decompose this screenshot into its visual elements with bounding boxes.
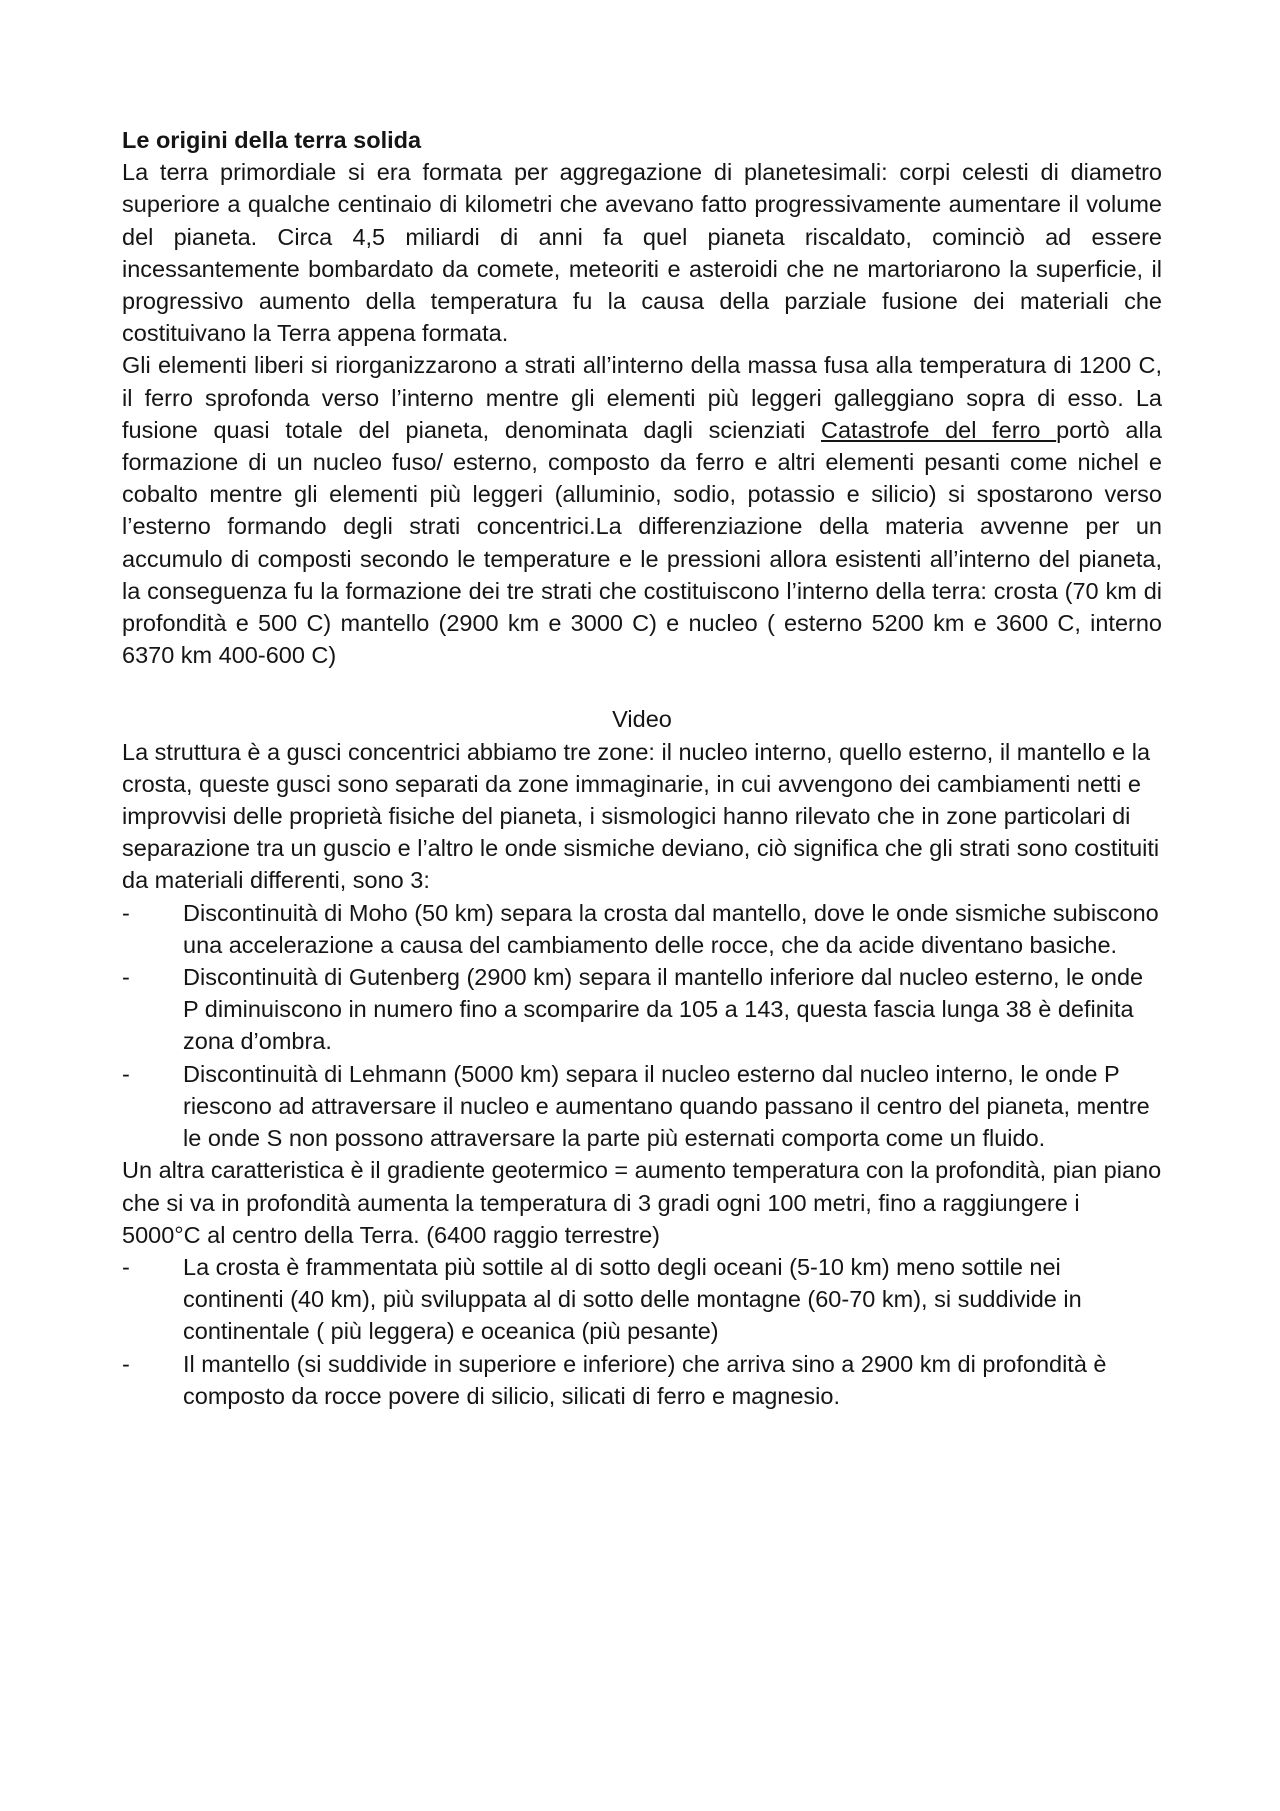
- document-page: [122, 124, 1162, 1412]
- list-item-mantello: [122, 1348, 1162, 1412]
- list-item-text: Il mantello (si suddivide in superiore e inferiore) che arriva sino a 2900 km di profondità è composto da rocce povere di silicio, silicati di ferro e magnesio.: [183, 1350, 1107, 1409]
- paragraph-differentiation-text-before: Gli elementi liberi si riorganizzarono a strati all’interno della massa fusa alla temperatura di 1200 C, il ferro sprofonda verso l’interno mentre gli elementi più leggeri galleggiano sopra di esso. La fusione quasi totale del pianeta, denominata dagli scienziati: [122, 352, 1162, 443]
- discontinuities-list: [122, 897, 1162, 1155]
- document-title: Le origini della terra solida: [122, 127, 422, 153]
- paragraph-differentiation-text-after: portò alla formazione di un nucleo fuso/ esterno, composto da ferro e altri elementi pesanti come nichel e cobalto mentre gli elementi più leggeri (alluminio, sodio, potassio e silicio) si spostarono verso l’esterno formando degli strati concentrici.La differenziazione della materia avvenne per un accumulo di composti secondo le temperature e le pressioni allora esistenti all’interno del pianeta, la conseguenza fu la formazione dei tre strati che costituiscono l’interno della terra: crosta (70 km di profondità e 500 C) mantello (2900 km e 3000 C) e nucleo ( esterno 5200 km e 3600 C, interno 6370 km 400-600 C): [122, 416, 1162, 669]
- list-item-moho: [122, 897, 1162, 961]
- list-item-text: La crosta è frammentata più sottile al di sotto degli oceani (5-10 km) meno sottile nei continenti (40 km), più sviluppata al di sotto delle montagne (60-70 km), si suddivide in continentale ( più leggera) e oceanica (più pesante): [183, 1253, 1082, 1345]
- list-dash: -: [122, 899, 130, 926]
- list-dash: -: [122, 1060, 130, 1087]
- catastrofe-del-ferro-underlined: Catastrofe del ferro: [821, 416, 1057, 443]
- list-item-text: Discontinuità di Moho (50 km) separa la crosta dal mantello, dove le onde sismiche subiscono una accelerazione a causa del cambiamento delle rocce, che da acide diventano basiche.: [183, 899, 1159, 958]
- list-item-crosta: [122, 1251, 1162, 1348]
- paragraph-structure: La struttura è a gusci concentrici abbiamo tre zone: il nucleo interno, quello esterno, il mantello e la crosta, queste gusci sono separati da zone immaginarie, in cui avvengono dei cambiamenti netti e improvvisi delle proprietà fisiche del pianeta, i sismologici hanno rilevato che in zone particolari di separazione tra un guscio e l’altro le onde sismiche deviano, ciò significa che gli strati sono costituiti da materiali differenti, sono 3:: [122, 738, 1160, 894]
- list-item-text: Discontinuità di Lehmann (5000 km) separa il nucleo esterno dal nucleo interno, le onde P riescono ad attraversare il nucleo e aumentano quando passano il centro del pianeta, mentre le onde S non possono attraversare la parte più esternati comporta come un fluido.: [183, 1060, 1150, 1152]
- list-item-text: Discontinuità di Gutenberg (2900 km) separa il mantello inferiore dal nucleo esterno, le onde P diminuiscono in numero fino a scomparire da 105 a 143, questa fascia lunga 38 è definita zona d’ombra.: [183, 964, 1144, 1055]
- list-dash: -: [122, 1350, 130, 1377]
- list-dash: -: [122, 964, 130, 991]
- list-item-lehmann: [122, 1058, 1162, 1155]
- list-item-gutenberg: [122, 961, 1162, 1058]
- list-dash: -: [122, 1253, 130, 1280]
- paragraph-geothermal-gradient: Un altra caratteristica è il gradiente geotermico = aumento temperatura con la profondità, pian piano che si va in profondità aumenta la temperatura di 3 gradi ogni 100 metri, fino a raggiungere i 5000°C al centro della Terra. (6400 raggio terrestre): [122, 1157, 1162, 1248]
- video-heading: Video: [612, 706, 672, 733]
- paragraph-differentiation: [122, 349, 1162, 671]
- paragraph-intro: La terra primordiale si era formata per aggregazione di planetesimali: corpi celesti di diametro superiore a qualche centinaio di kilometri che avevano fatto progressivamente aumentare il volume del pianeta. Circa 4,5 miliardi di anni fa quel pianeta riscaldato, cominciò ad essere incessantemente bombardato da comete, meteoriti e asteroidi che ne martoriarono la superficie, il progressivo aumento della temperatura fu la causa della parziale fusione dei materiali che costituivano la Terra appena formata.: [122, 159, 1162, 347]
- layers-list: [122, 1251, 1162, 1412]
